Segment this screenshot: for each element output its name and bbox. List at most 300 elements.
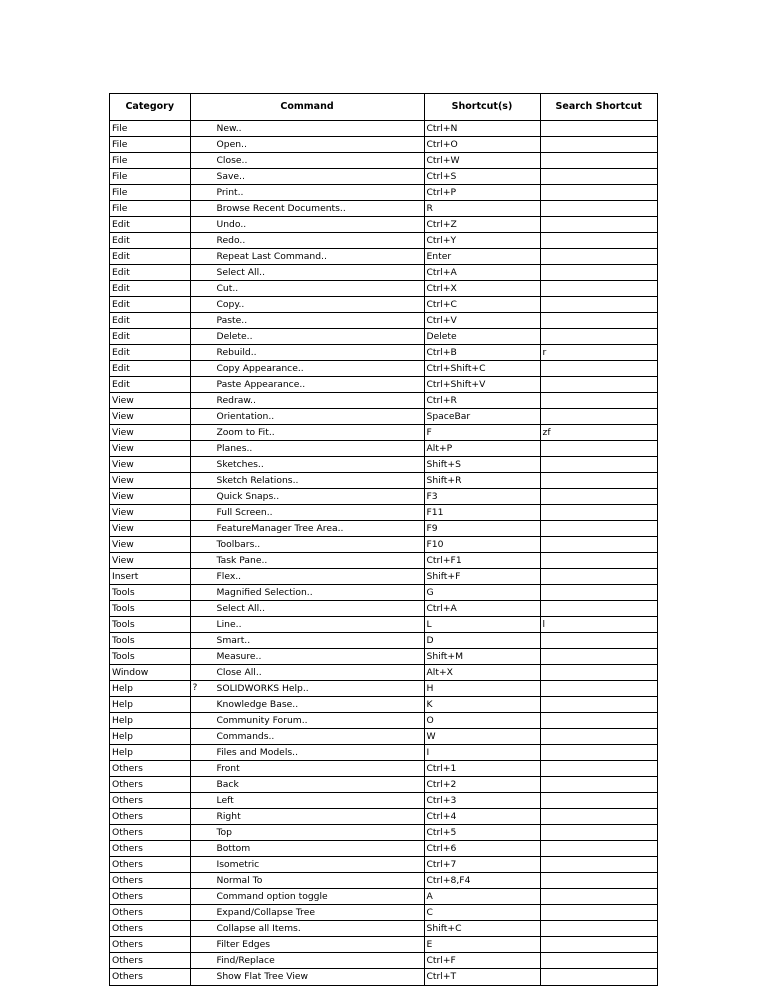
shortcut-cell: F bbox=[424, 425, 540, 441]
category-cell: Tools bbox=[110, 585, 190, 601]
table-row bbox=[110, 297, 657, 313]
table-row bbox=[110, 233, 657, 249]
command-cell bbox=[190, 745, 424, 761]
command-label: Paste Appearance.. bbox=[216, 378, 306, 390]
search-shortcut-cell bbox=[540, 249, 657, 265]
shortcut-cell: D bbox=[424, 633, 540, 649]
table-row bbox=[110, 313, 657, 329]
search-shortcut-cell bbox=[540, 457, 657, 473]
table-row bbox=[110, 841, 657, 857]
search-shortcut-cell bbox=[540, 409, 657, 425]
category-cell: Others bbox=[110, 809, 190, 825]
table-row bbox=[110, 201, 657, 217]
community-forum-icon bbox=[193, 713, 213, 728]
shortcut-cell: Ctrl+2 bbox=[424, 777, 540, 793]
command-cell bbox=[190, 329, 424, 345]
category-cell: View bbox=[110, 537, 190, 553]
help-icon bbox=[193, 681, 213, 696]
search-shortcut-cell bbox=[540, 633, 657, 649]
search-shortcut-cell bbox=[540, 921, 657, 937]
command-cell bbox=[190, 553, 424, 569]
command-label: Back bbox=[216, 778, 239, 790]
table-row bbox=[110, 489, 657, 505]
undo-icon bbox=[193, 217, 213, 232]
command-label: New.. bbox=[216, 122, 242, 134]
command-label: Rebuild.. bbox=[216, 346, 257, 358]
table-row bbox=[110, 393, 657, 409]
table-row bbox=[110, 537, 657, 553]
command-cell bbox=[190, 969, 424, 985]
command-cell bbox=[190, 521, 424, 537]
table-row bbox=[110, 521, 657, 537]
category-cell: Help bbox=[110, 729, 190, 745]
command-cell bbox=[190, 457, 424, 473]
search-shortcut-cell bbox=[540, 537, 657, 553]
command-label: Find/Replace bbox=[216, 954, 275, 966]
command-label: Cut.. bbox=[216, 282, 239, 294]
paste-appearance-icon bbox=[193, 377, 213, 392]
table-row bbox=[110, 921, 657, 937]
category-cell: Edit bbox=[110, 281, 190, 297]
category-cell: Tools bbox=[110, 617, 190, 633]
command-label: Save.. bbox=[216, 170, 245, 182]
command-cell bbox=[190, 201, 424, 217]
search-shortcut-cell bbox=[540, 585, 657, 601]
table-row bbox=[110, 473, 657, 489]
search-shortcut-cell: l bbox=[540, 617, 657, 633]
search-shortcut-cell bbox=[540, 681, 657, 697]
select-all-icon bbox=[193, 601, 213, 616]
shortcut-cell: Ctrl+3 bbox=[424, 793, 540, 809]
command-cell bbox=[190, 281, 424, 297]
shortcut-cell: Ctrl+A bbox=[424, 265, 540, 281]
shortcut-cell: Ctrl+A bbox=[424, 601, 540, 617]
command-cell bbox=[190, 649, 424, 665]
header-row bbox=[110, 94, 657, 121]
command-cell bbox=[190, 137, 424, 153]
category-cell: Edit bbox=[110, 361, 190, 377]
table-row bbox=[110, 953, 657, 969]
select-all-icon bbox=[193, 265, 213, 280]
new-document-icon bbox=[193, 121, 213, 136]
table-row bbox=[110, 617, 657, 633]
search-shortcut-cell bbox=[540, 809, 657, 825]
shortcut-cell: C bbox=[424, 905, 540, 921]
shortcut-cell: Ctrl+R bbox=[424, 393, 540, 409]
category-cell: Others bbox=[110, 889, 190, 905]
view-bottom-icon bbox=[193, 841, 213, 856]
category-cell: Others bbox=[110, 761, 190, 777]
command-label: Filter Edges bbox=[216, 938, 271, 950]
command-cell bbox=[190, 121, 424, 137]
command-cell bbox=[190, 153, 424, 169]
category-cell: Tools bbox=[110, 601, 190, 617]
category-cell: View bbox=[110, 457, 190, 473]
shortcut-cell: K bbox=[424, 697, 540, 713]
command-label: SOLIDWORKS Help.. bbox=[216, 682, 309, 694]
table-row bbox=[110, 697, 657, 713]
search-shortcut-cell bbox=[540, 169, 657, 185]
category-cell: View bbox=[110, 505, 190, 521]
shortcut-table bbox=[110, 94, 657, 985]
shortcut-cell: Delete bbox=[424, 329, 540, 345]
table-row bbox=[110, 505, 657, 521]
search-shortcut-cell bbox=[540, 697, 657, 713]
table-row bbox=[110, 217, 657, 233]
command-label: Commands.. bbox=[216, 730, 275, 742]
line-icon bbox=[193, 617, 213, 632]
command-cell bbox=[190, 953, 424, 969]
shortcut-cell: W bbox=[424, 729, 540, 745]
knowledge-base-icon bbox=[193, 697, 213, 712]
command-label: Redo.. bbox=[216, 234, 246, 246]
command-cell bbox=[190, 585, 424, 601]
search-shortcut-cell bbox=[540, 393, 657, 409]
category-cell: Edit bbox=[110, 233, 190, 249]
shortcut-cell: Ctrl+4 bbox=[424, 809, 540, 825]
search-shortcut-cell bbox=[540, 729, 657, 745]
category-cell: Others bbox=[110, 841, 190, 857]
command-cell bbox=[190, 265, 424, 281]
search-shortcut-cell bbox=[540, 649, 657, 665]
search-shortcut-cell bbox=[540, 841, 657, 857]
shortcut-cell: Shift+F bbox=[424, 569, 540, 585]
filter-edges-icon bbox=[193, 937, 213, 952]
open-folder-icon bbox=[193, 137, 213, 152]
view-left-icon bbox=[193, 793, 213, 808]
category-cell: View bbox=[110, 553, 190, 569]
table-row bbox=[110, 729, 657, 745]
category-cell: Edit bbox=[110, 249, 190, 265]
category-cell: Edit bbox=[110, 297, 190, 313]
table-row bbox=[110, 345, 657, 361]
command-label: Sketch Relations.. bbox=[216, 474, 299, 486]
redraw-icon bbox=[193, 393, 213, 408]
command-cell bbox=[190, 857, 424, 873]
command-label: Command option toggle bbox=[216, 890, 328, 902]
command-label: Measure.. bbox=[216, 650, 262, 662]
command-label: Redraw.. bbox=[216, 394, 256, 406]
command-label: Smart.. bbox=[216, 634, 251, 646]
command-cell bbox=[190, 473, 424, 489]
search-shortcut-cell bbox=[540, 889, 657, 905]
header-shortcut: Shortcut(s) bbox=[424, 94, 540, 121]
save-icon bbox=[193, 169, 213, 184]
shortcut-cell: Ctrl+1 bbox=[424, 761, 540, 777]
command-cell bbox=[190, 617, 424, 633]
command-cell bbox=[190, 841, 424, 857]
quick-snaps-icon bbox=[193, 489, 213, 504]
commands-icon bbox=[193, 729, 213, 744]
copy-appearance-icon bbox=[193, 361, 213, 376]
command-label: Community Forum.. bbox=[216, 714, 308, 726]
category-cell: View bbox=[110, 521, 190, 537]
command-label: Files and Models.. bbox=[216, 746, 298, 758]
shortcut-cell: F9 bbox=[424, 521, 540, 537]
search-shortcut-cell bbox=[540, 505, 657, 521]
table-row bbox=[110, 265, 657, 281]
table-row bbox=[110, 969, 657, 985]
command-label: Top bbox=[216, 826, 233, 838]
shortcut-cell: I bbox=[424, 745, 540, 761]
command-cell bbox=[190, 233, 424, 249]
planes-icon bbox=[193, 441, 213, 456]
search-shortcut-cell bbox=[540, 969, 657, 985]
search-shortcut-cell bbox=[540, 201, 657, 217]
table-row bbox=[110, 777, 657, 793]
search-shortcut-cell bbox=[540, 473, 657, 489]
command-cell bbox=[190, 169, 424, 185]
search-shortcut-cell bbox=[540, 233, 657, 249]
command-label: Full Screen.. bbox=[216, 506, 273, 518]
table-row bbox=[110, 857, 657, 873]
command-label: Close All.. bbox=[216, 666, 262, 678]
files-models-icon bbox=[193, 745, 213, 760]
table-row bbox=[110, 873, 657, 889]
delete-icon bbox=[193, 329, 213, 344]
command-label: Flex.. bbox=[216, 570, 242, 582]
category-cell: Help bbox=[110, 681, 190, 697]
category-cell: Others bbox=[110, 793, 190, 809]
category-cell: Help bbox=[110, 713, 190, 729]
shortcut-cell: Ctrl+T bbox=[424, 969, 540, 985]
command-label: Bottom bbox=[216, 842, 251, 854]
shortcut-cell: Ctrl+Shift+V bbox=[424, 377, 540, 393]
shortcut-cell: Ctrl+F1 bbox=[424, 553, 540, 569]
table-row bbox=[110, 825, 657, 841]
command-cell bbox=[190, 809, 424, 825]
table-row bbox=[110, 905, 657, 921]
table-row bbox=[110, 569, 657, 585]
category-cell: Tools bbox=[110, 649, 190, 665]
search-shortcut-cell bbox=[540, 137, 657, 153]
rebuild-icon bbox=[193, 345, 213, 360]
search-shortcut-cell: r bbox=[540, 345, 657, 361]
shortcut-cell: Ctrl+Shift+C bbox=[424, 361, 540, 377]
full-screen-icon bbox=[193, 505, 213, 520]
table-row bbox=[110, 601, 657, 617]
command-cell bbox=[190, 825, 424, 841]
command-cell bbox=[190, 425, 424, 441]
table-row bbox=[110, 649, 657, 665]
shortcut-cell: Ctrl+7 bbox=[424, 857, 540, 873]
command-label: Planes.. bbox=[216, 442, 253, 454]
orientation-icon bbox=[193, 409, 213, 424]
table-row bbox=[110, 809, 657, 825]
category-cell: Help bbox=[110, 745, 190, 761]
command-cell bbox=[190, 377, 424, 393]
search-shortcut-cell bbox=[540, 793, 657, 809]
command-cell bbox=[190, 793, 424, 809]
shortcut-cell: L bbox=[424, 617, 540, 633]
shortcut-cell: Shift+S bbox=[424, 457, 540, 473]
command-cell bbox=[190, 921, 424, 937]
search-shortcut-cell bbox=[540, 905, 657, 921]
table-body bbox=[110, 121, 657, 985]
command-label: Close.. bbox=[216, 154, 248, 166]
shortcut-cell: Shift+M bbox=[424, 649, 540, 665]
shortcut-cell: Ctrl+F bbox=[424, 953, 540, 969]
command-cell bbox=[190, 713, 424, 729]
shortcut-cell: O bbox=[424, 713, 540, 729]
command-cell bbox=[190, 889, 424, 905]
shortcut-cell: Alt+X bbox=[424, 665, 540, 681]
command-label: Task Pane.. bbox=[216, 554, 268, 566]
command-label: Copy Appearance.. bbox=[216, 362, 304, 374]
category-cell: Others bbox=[110, 905, 190, 921]
table-row bbox=[110, 329, 657, 345]
command-label: Paste.. bbox=[216, 314, 248, 326]
shortcut-cell: Ctrl+V bbox=[424, 313, 540, 329]
command-cell bbox=[190, 393, 424, 409]
shortcut-cell: Ctrl+Z bbox=[424, 217, 540, 233]
shortcut-cell: F10 bbox=[424, 537, 540, 553]
view-top-icon bbox=[193, 825, 213, 840]
table-row bbox=[110, 889, 657, 905]
search-shortcut-cell bbox=[540, 297, 657, 313]
command-label: Repeat Last Command.. bbox=[216, 250, 327, 262]
flex-icon bbox=[193, 569, 213, 584]
table-row bbox=[110, 553, 657, 569]
table-row bbox=[110, 937, 657, 953]
isometric-icon bbox=[193, 857, 213, 872]
command-label: Sketches.. bbox=[216, 458, 264, 470]
category-cell: Window bbox=[110, 665, 190, 681]
category-cell: View bbox=[110, 489, 190, 505]
search-shortcut-cell bbox=[540, 489, 657, 505]
search-shortcut-cell bbox=[540, 601, 657, 617]
category-cell: View bbox=[110, 441, 190, 457]
search-shortcut-cell bbox=[540, 825, 657, 841]
header-command: Command bbox=[190, 94, 424, 121]
search-shortcut-cell bbox=[540, 761, 657, 777]
sketch-relations-icon bbox=[193, 473, 213, 488]
header-category: Category bbox=[110, 94, 190, 121]
category-cell: Others bbox=[110, 873, 190, 889]
shortcut-cell: Ctrl+5 bbox=[424, 825, 540, 841]
search-shortcut-cell bbox=[540, 185, 657, 201]
shortcut-cell: Ctrl+O bbox=[424, 137, 540, 153]
command-cell bbox=[190, 489, 424, 505]
category-cell: Others bbox=[110, 857, 190, 873]
category-cell: Others bbox=[110, 921, 190, 937]
table-row bbox=[110, 713, 657, 729]
magnified-selection-icon bbox=[193, 585, 213, 600]
search-shortcut-cell bbox=[540, 121, 657, 137]
shortcut-cell: F11 bbox=[424, 505, 540, 521]
command-cell bbox=[190, 697, 424, 713]
copy-icon bbox=[193, 297, 213, 312]
command-cell bbox=[190, 345, 424, 361]
shortcut-cell: Ctrl+X bbox=[424, 281, 540, 297]
category-cell: File bbox=[110, 137, 190, 153]
category-cell: File bbox=[110, 153, 190, 169]
command-cell bbox=[190, 569, 424, 585]
category-cell: Insert bbox=[110, 569, 190, 585]
search-shortcut-cell bbox=[540, 153, 657, 169]
table-row bbox=[110, 681, 657, 697]
command-label: Normal To bbox=[216, 874, 263, 886]
category-cell: Others bbox=[110, 937, 190, 953]
redo-icon bbox=[193, 233, 213, 248]
search-shortcut-cell bbox=[540, 441, 657, 457]
command-label: Delete.. bbox=[216, 330, 253, 342]
category-cell: File bbox=[110, 169, 190, 185]
command-label: Toolbars.. bbox=[216, 538, 261, 550]
command-cell bbox=[190, 361, 424, 377]
command-label: Print.. bbox=[216, 186, 244, 198]
shortcut-table-container bbox=[109, 93, 658, 986]
command-label: Front bbox=[216, 762, 240, 774]
command-cell bbox=[190, 185, 424, 201]
view-right-icon bbox=[193, 809, 213, 824]
category-cell: Edit bbox=[110, 345, 190, 361]
command-label: Zoom to Fit.. bbox=[216, 426, 275, 438]
category-cell: View bbox=[110, 425, 190, 441]
shortcut-cell: Shift+R bbox=[424, 473, 540, 489]
category-cell: Edit bbox=[110, 265, 190, 281]
command-cell bbox=[190, 441, 424, 457]
search-shortcut-cell bbox=[540, 569, 657, 585]
shortcut-cell: Shift+C bbox=[424, 921, 540, 937]
search-shortcut-cell bbox=[540, 377, 657, 393]
shortcut-cell: Ctrl+B bbox=[424, 345, 540, 361]
shortcut-cell: A bbox=[424, 889, 540, 905]
command-label: Right bbox=[216, 810, 241, 822]
table-row bbox=[110, 665, 657, 681]
command-label: Copy.. bbox=[216, 298, 245, 310]
table-row bbox=[110, 137, 657, 153]
command-label: Browse Recent Documents.. bbox=[216, 202, 346, 214]
command-cell bbox=[190, 505, 424, 521]
shortcut-cell: Ctrl+6 bbox=[424, 841, 540, 857]
category-cell: Edit bbox=[110, 217, 190, 233]
category-cell: View bbox=[110, 409, 190, 425]
view-front-icon bbox=[193, 761, 213, 776]
category-cell: Help bbox=[110, 697, 190, 713]
command-cell bbox=[190, 537, 424, 553]
command-label: Expand/Collapse Tree bbox=[216, 906, 316, 918]
shortcut-cell: H bbox=[424, 681, 540, 697]
command-label: Open.. bbox=[216, 138, 247, 150]
command-label: Collapse all Items. bbox=[216, 922, 301, 934]
command-cell bbox=[190, 729, 424, 745]
command-label: Line.. bbox=[216, 618, 242, 630]
shortcut-cell: G bbox=[424, 585, 540, 601]
search-shortcut-cell bbox=[540, 665, 657, 681]
table-row bbox=[110, 361, 657, 377]
category-cell: View bbox=[110, 473, 190, 489]
command-cell bbox=[190, 681, 424, 697]
table-row bbox=[110, 745, 657, 761]
category-cell: File bbox=[110, 185, 190, 201]
category-cell: Others bbox=[110, 777, 190, 793]
table-row bbox=[110, 441, 657, 457]
command-label: Isometric bbox=[216, 858, 260, 870]
command-cell bbox=[190, 761, 424, 777]
table-row bbox=[110, 281, 657, 297]
command-cell bbox=[190, 409, 424, 425]
svg-text:?: ? bbox=[192, 682, 198, 693]
shortcut-cell: Ctrl+P bbox=[424, 185, 540, 201]
smart-dimension-icon bbox=[193, 633, 213, 648]
search-shortcut-cell bbox=[540, 553, 657, 569]
close-folder-icon bbox=[193, 153, 213, 168]
category-cell: Edit bbox=[110, 329, 190, 345]
category-cell: Tools bbox=[110, 633, 190, 649]
table-row bbox=[110, 169, 657, 185]
search-shortcut-cell bbox=[540, 361, 657, 377]
